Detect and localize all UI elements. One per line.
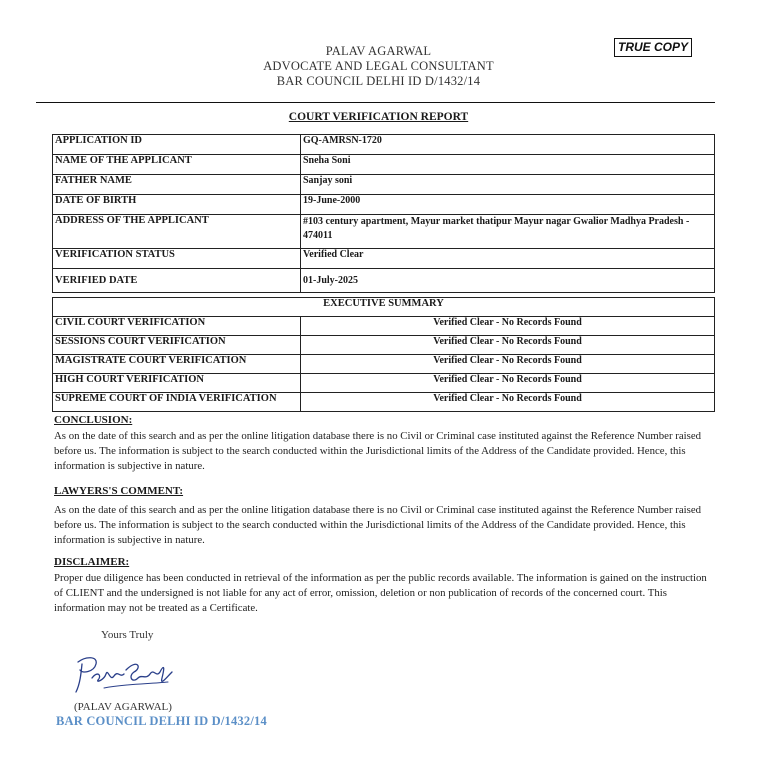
advocate-name: PALAV AGARWAL [325, 44, 432, 58]
lawyers-comment-text: As on the date of this search and as per the online litigation database there is no Civil or Criminal case instituted against the Reference Number raised before us. The information is subject to the search conducted within the Jurisdictional limits of the Address of the Candidate provided. Hence, this information is subjective in nature. [54, 504, 702, 546]
row-value: 01-July-2025 [301, 269, 715, 293]
lawyers-comment-heading: LAWYERS'S COMMENT: [54, 485, 184, 497]
table-row [53, 336, 715, 355]
disclaimer-text: Proper due diligence has been conducted in retrieval of the information as per the public records available. The information is gained on the instruction of CLIENT and the undersigned is not liable for any act of error, omission, deletion or non publication of records of the concerned court. This information may not be treated as a Certificate. [54, 572, 707, 614]
row-label: HIGH COURT VERIFICATION [53, 374, 301, 393]
summary-title: EXECUTIVE SUMMARY [53, 298, 715, 317]
conclusion-text: As on the date of this search and as per the online litigation database there is no Civil or Criminal case instituted against the Reference Number raised before us. The information is subject to the search conducted within the Jurisdictional limits of the Address of the Candidate provided. Hence, this information is subjective in nature. [54, 430, 702, 472]
header-divider [36, 102, 715, 103]
table-header-row [53, 298, 715, 317]
table-row [53, 374, 715, 393]
report-title: COURT VERIFICATION REPORT [288, 111, 469, 123]
advocate-bar-id: BAR COUNCIL DELHI ID D/1432/14 [276, 74, 481, 88]
row-value: Verified Clear - No Records Found [301, 355, 715, 374]
advocate-designation: ADVOCATE AND LEGAL CONSULTANT [263, 59, 494, 73]
conclusion-heading: CONCLUSION: [54, 414, 133, 426]
applicant-details-table [52, 134, 715, 293]
row-label: MAGISTRATE COURT VERIFICATION [53, 355, 301, 374]
table-row [53, 215, 715, 249]
table-row [53, 393, 715, 412]
table-row [53, 249, 715, 269]
row-value: GQ-AMRSN-1720 [301, 135, 715, 155]
row-label: DATE OF BIRTH [53, 195, 301, 215]
row-value: Verified Clear - No Records Found [301, 393, 715, 412]
table-row [53, 355, 715, 374]
row-value: Sneha Soni [301, 155, 715, 175]
row-label: FATHER NAME [53, 175, 301, 195]
true-copy-stamp: TRUE COPY [614, 38, 692, 57]
closing-salutation: Yours Truly [101, 629, 154, 641]
row-value: Sanjay soni [301, 175, 715, 195]
signatory-bar-id: BAR COUNCIL DELHI ID D/1432/14 [56, 714, 267, 728]
table-row [53, 155, 715, 175]
executive-summary-table [52, 297, 715, 412]
row-value: Verified Clear [301, 249, 715, 269]
signature-icon [68, 648, 178, 696]
table-row [53, 175, 715, 195]
row-label: CIVIL COURT VERIFICATION [53, 317, 301, 336]
row-label: APPLICATION ID [53, 135, 301, 155]
row-label: VERIFICATION STATUS [53, 249, 301, 269]
table-row [53, 317, 715, 336]
row-label: ADDRESS OF THE APPLICANT [53, 215, 301, 249]
row-label: VERIFIED DATE [53, 269, 301, 293]
row-label: NAME OF THE APPLICANT [53, 155, 301, 175]
disclaimer-heading: DISCLAIMER: [54, 556, 130, 568]
row-value: Verified Clear - No Records Found [301, 374, 715, 393]
table-row [53, 135, 715, 155]
row-value: Verified Clear - No Records Found [301, 336, 715, 355]
row-label: SESSIONS COURT VERIFICATION [53, 336, 301, 355]
table-row [53, 269, 715, 293]
row-value: #103 century apartment, Mayur market thatipur Mayur nagar Gwalior Madhya Pradesh - 474011 [301, 215, 715, 249]
row-value: Verified Clear - No Records Found [301, 317, 715, 336]
row-label: SUPREME COURT OF INDIA VERIFICATION [53, 393, 301, 412]
signatory-name: (PALAV AGARWAL) [74, 701, 172, 713]
row-value: 19-June-2000 [301, 195, 715, 215]
table-row [53, 195, 715, 215]
